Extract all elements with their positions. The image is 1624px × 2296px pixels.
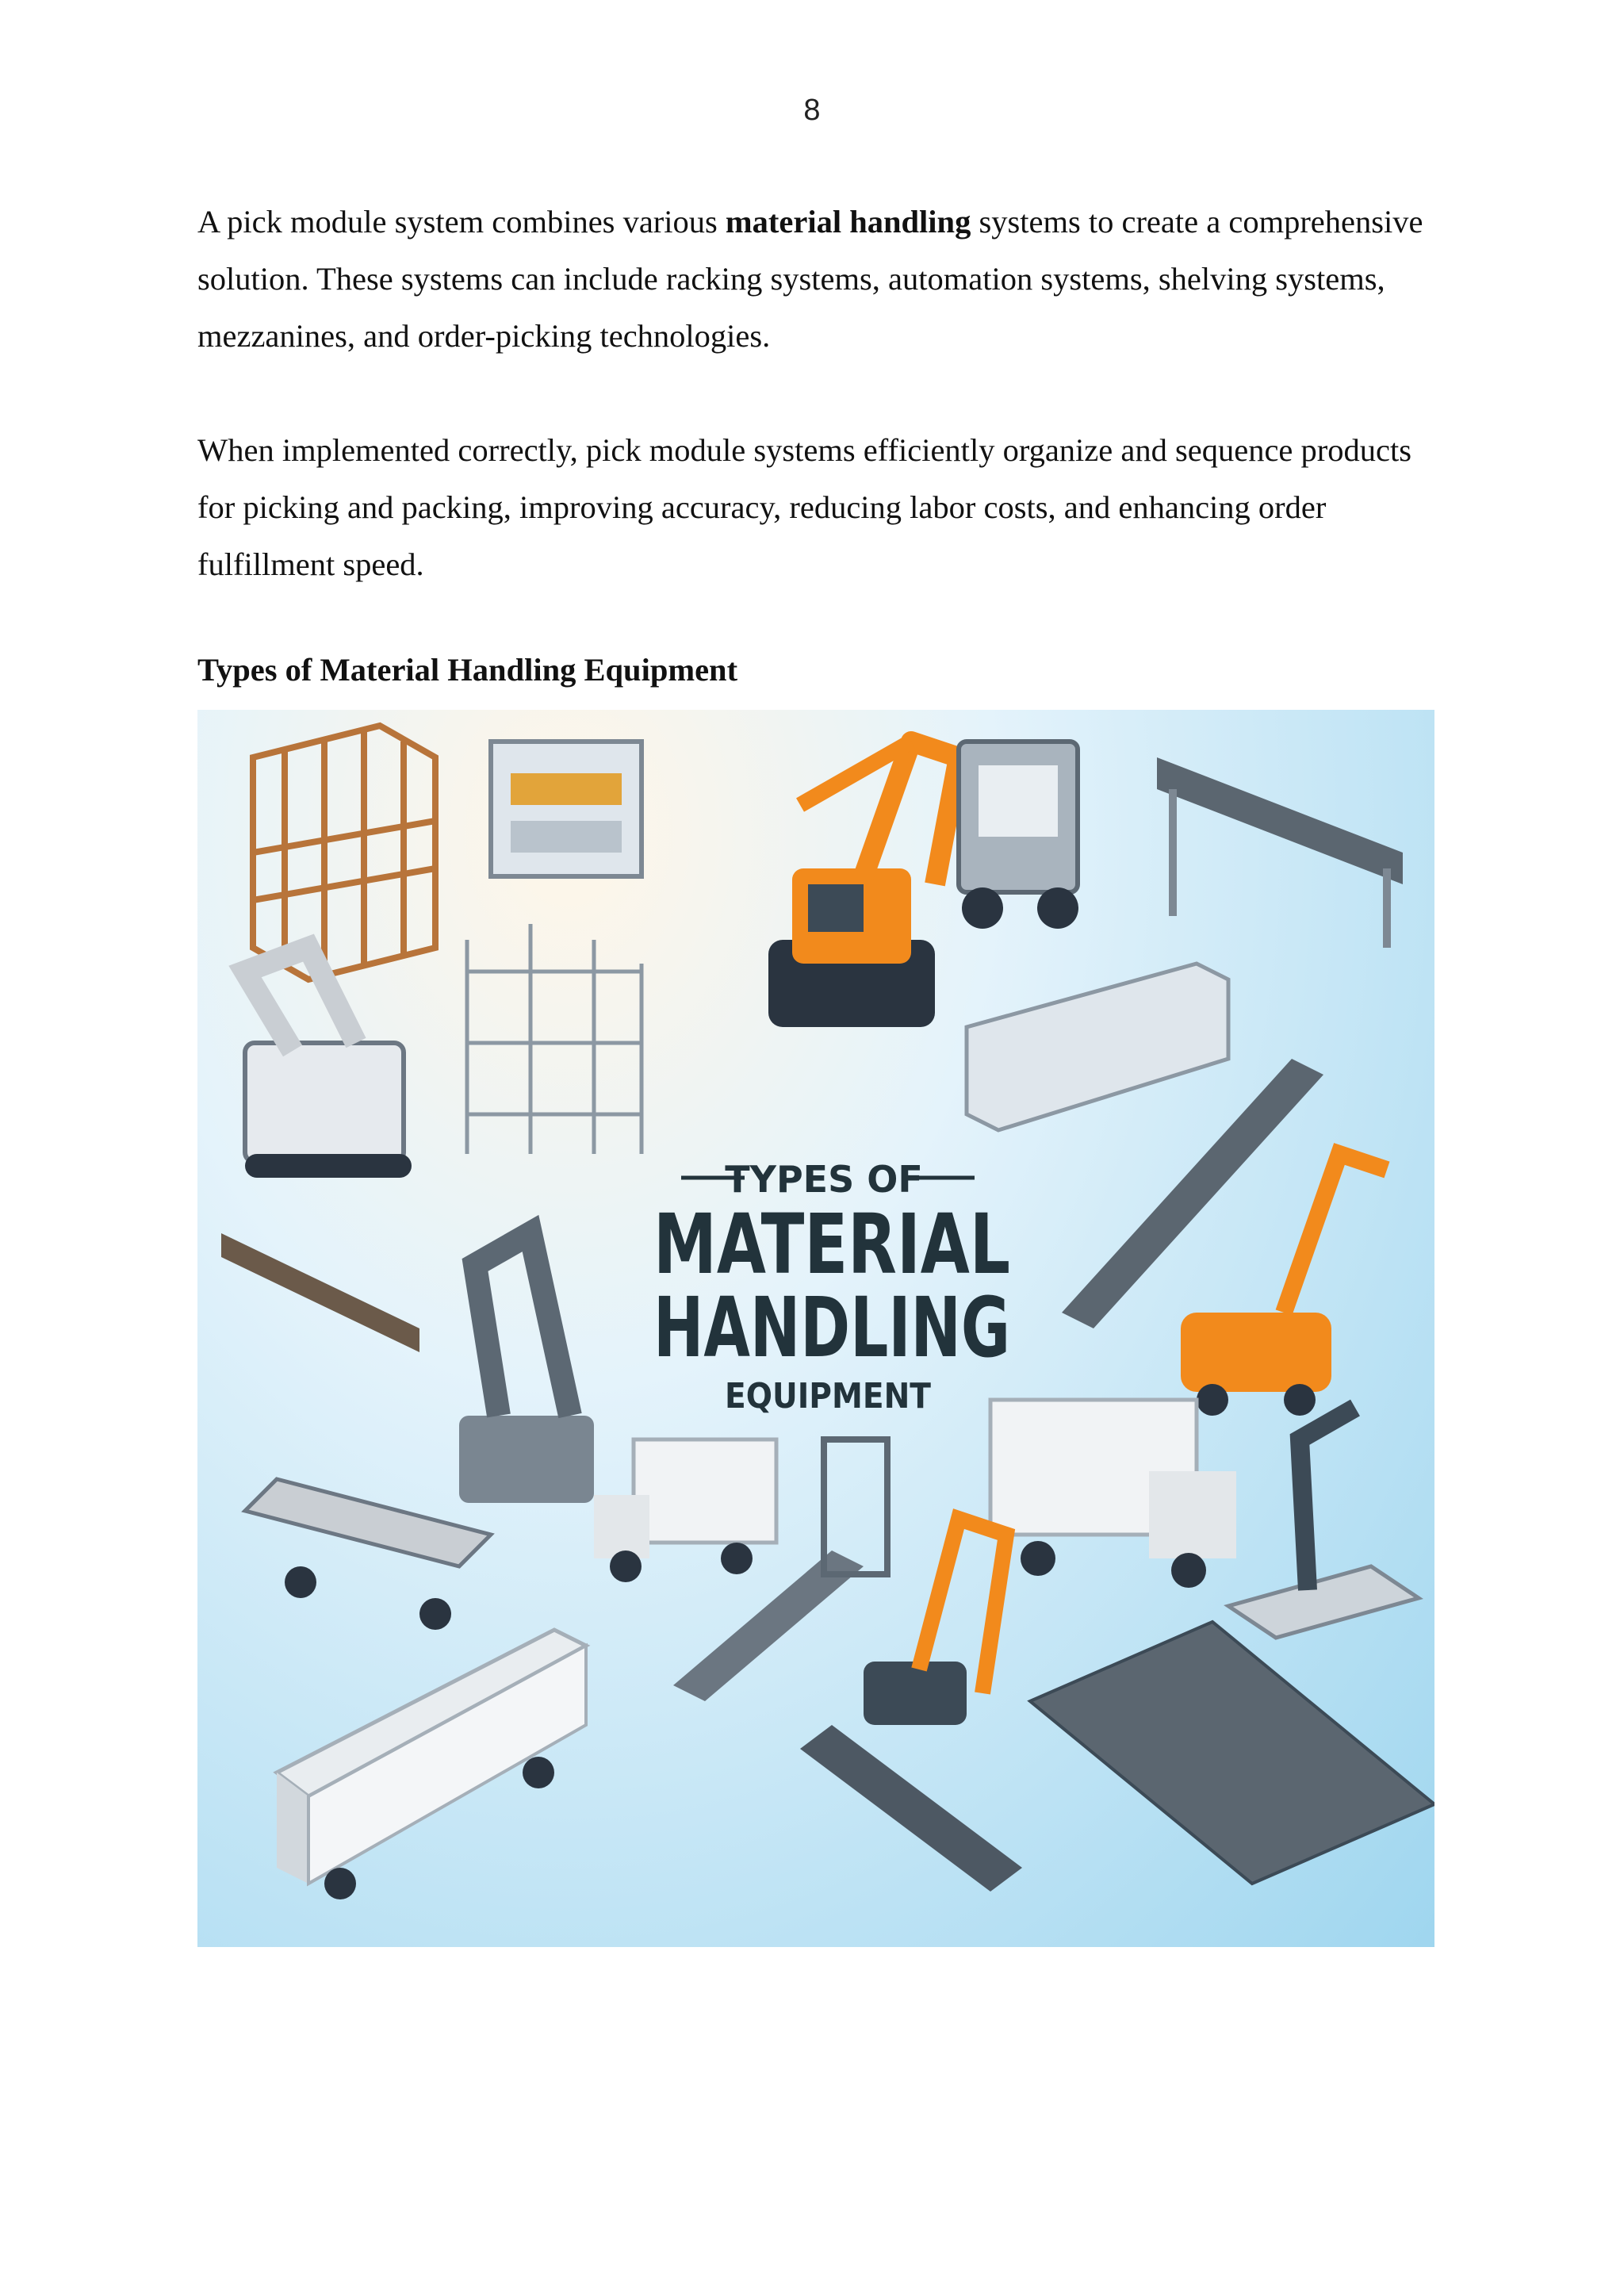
figure-title-line-3: HANDLING xyxy=(653,1279,1010,1376)
page-number: 8 xyxy=(803,94,821,127)
figure-title-line-1: TYPES OF xyxy=(725,1158,923,1201)
roller-conveyor-illustration xyxy=(221,1233,419,1352)
paragraph-1-start: A pick module system combines various xyxy=(197,204,726,240)
forklift-illustration xyxy=(959,742,1078,929)
paragraph-implementation: When implemented correctly, pick module systems efficiently organize and sequence products for picking and packing, improving accuracy, reducing labor costs, and enhancing order fulfillment speed. xyxy=(197,432,1411,582)
bold-term-material-handling: material handling xyxy=(725,204,971,240)
flatbed-trailer-illustration xyxy=(245,1479,491,1630)
figure-title-line-2: MATERIAL xyxy=(653,1196,1010,1293)
paragraph-1-end: systems to create a comprehensive solution. These systems can include racking systems, automation systems, shelving systems, mezzanines, and order-picking technologies. xyxy=(197,204,1423,354)
section-heading: Types of Material Handling Equipment xyxy=(197,652,738,688)
box-truck-illustration xyxy=(594,1439,776,1582)
equipment-illustration-svg xyxy=(197,710,1434,1947)
figure-title-line-4: EQUIPMENT xyxy=(725,1376,931,1416)
paragraph-pick-module xyxy=(197,194,1434,365)
robot-arm-illustration xyxy=(245,948,412,1178)
conveyor-illustration xyxy=(1157,757,1403,948)
scaffold-illustration xyxy=(467,924,642,1154)
automation-machine-illustration xyxy=(491,742,642,876)
belt-conveyor-illustration xyxy=(1030,1622,1434,1884)
container-illustration xyxy=(967,964,1228,1130)
rack-frame-illustration xyxy=(253,726,435,979)
semi-trailer-illustration xyxy=(277,1630,586,1899)
equipment-illustration xyxy=(197,710,1434,1947)
figure-title-block xyxy=(653,1158,1010,1416)
body-text xyxy=(197,194,1434,593)
excavator-illustration xyxy=(768,742,959,1027)
delivery-truck-illustration xyxy=(990,1400,1236,1588)
robot-station-illustration xyxy=(1228,1408,1419,1638)
industrial-robot-illustration xyxy=(459,1233,594,1503)
